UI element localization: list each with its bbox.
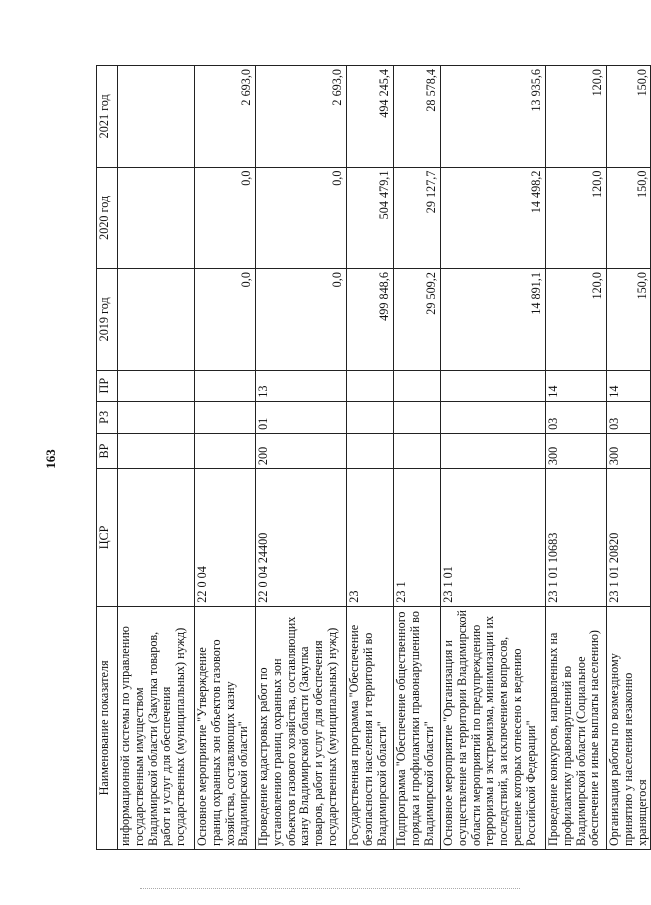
cell-vr xyxy=(118,433,195,468)
cell-csr: 23 xyxy=(347,469,394,607)
cell-2019: 29 509,2 xyxy=(394,269,441,371)
cell-2021 xyxy=(118,66,195,168)
cell-name: Основное мероприятие "Организация и осуществление на территории Владимирской области мероприятий по предупреждению терроризма и экстремизма, минимизации их последствий, за исключением вопросов, решение которых отнесено к ведению Российской Федерации" xyxy=(441,606,546,849)
cell-vr: 200 xyxy=(256,433,347,468)
cell-vr xyxy=(195,433,256,468)
header-name: Наименование показателя xyxy=(97,606,118,849)
cell-2021: 2 693,0 xyxy=(195,66,256,168)
cell-2020: 0,0 xyxy=(195,167,256,269)
cell-name: Проведение конкурсов, направленных на профилактику правонарушений во Владимирской области (Социальное обеспечение и иные выплаты населению) xyxy=(546,606,607,849)
cell-name: Организация работы по возмездному принятию у населения незаконно хранящегося xyxy=(607,606,651,849)
cell-name: Подпрограмма "Обеспечение общественного порядка и профилактики правонарушений во Владимирской области" xyxy=(394,606,441,849)
cell-2021: 28 578,4 xyxy=(394,66,441,168)
table-row xyxy=(256,66,347,850)
cell-name: Основное мероприятие "Утверждение границ охранных зон объектов газового хозяйства, составляющих казну Владимирской области" xyxy=(195,606,256,849)
cell-2020: 14 498,2 xyxy=(441,167,546,269)
cell-2020 xyxy=(118,167,195,269)
cell-rz xyxy=(195,401,256,433)
cell-pr xyxy=(195,370,256,401)
table-row xyxy=(394,66,441,850)
cell-name: Государственная программа "Обеспечение безопасности населения и территорий во Владимирской области" xyxy=(347,606,394,849)
cell-pr xyxy=(347,370,394,401)
cell-name: информационной системы по управлению государственным имуществом Владимирской области (Закупка товаров, работ и услуг для обеспечения государственных (муниципальных) нужд) xyxy=(118,606,195,849)
cell-pr xyxy=(441,370,546,401)
cell-vr xyxy=(394,433,441,468)
header-pr: ПР xyxy=(97,370,118,401)
cell-vr xyxy=(441,433,546,468)
page-number xyxy=(41,443,61,473)
header-rz: РЗ xyxy=(97,401,118,433)
cell-2020: 0,0 xyxy=(256,167,347,269)
cell-csr xyxy=(118,469,195,607)
header-csr: ЦСР xyxy=(97,469,118,607)
table-row xyxy=(118,66,195,850)
cell-rz xyxy=(118,401,195,433)
table-row xyxy=(607,66,651,850)
cell-pr: 14 xyxy=(607,370,651,401)
cell-vr xyxy=(347,433,394,468)
cell-pr xyxy=(118,370,195,401)
cell-2019: 0,0 xyxy=(195,269,256,371)
cell-csr: 22 0 04 24400 xyxy=(256,469,347,607)
table-row xyxy=(195,66,256,850)
rotated-table-container xyxy=(96,65,649,850)
cell-2021: 494 245,4 xyxy=(347,66,394,168)
cell-2020: 504 479,1 xyxy=(347,167,394,269)
cell-csr: 23 1 01 10683 xyxy=(546,469,607,607)
cell-2019: 14 891,1 xyxy=(441,269,546,371)
header-2021: 2021 год xyxy=(97,66,118,168)
header-vr: ВР xyxy=(97,433,118,468)
table-row xyxy=(546,66,607,850)
budget-table xyxy=(96,65,651,850)
page-number-text: 163 xyxy=(43,449,58,469)
cell-rz xyxy=(347,401,394,433)
cell-2021: 120,0 xyxy=(546,66,607,168)
cell-csr: 23 1 xyxy=(394,469,441,607)
table-row xyxy=(347,66,394,850)
cell-rz: 03 xyxy=(546,401,607,433)
cell-name: Проведение кадастровых работ по установлению границ охранных зон объектов газового хозяйства, составляющих казну Владимирской области (Закупка товаров, работ и услуг для обеспечения государственных (муниципальных) нужд) xyxy=(256,606,347,849)
cell-2020: 29 127,7 xyxy=(394,167,441,269)
cell-pr xyxy=(394,370,441,401)
cell-2019: 499 848,6 xyxy=(347,269,394,371)
table-header-row xyxy=(97,66,118,850)
cell-2021: 150,0 xyxy=(607,66,651,168)
cell-rz xyxy=(394,401,441,433)
cell-rz: 01 xyxy=(256,401,347,433)
cell-2019: 120,0 xyxy=(546,269,607,371)
cell-2019: 150,0 xyxy=(607,269,651,371)
cell-vr: 300 xyxy=(607,433,651,468)
header-2020: 2020 год xyxy=(97,167,118,269)
cell-rz: 03 xyxy=(607,401,651,433)
cell-2019: 0,0 xyxy=(256,269,347,371)
scan-artifact xyxy=(140,888,520,891)
cell-2020: 120,0 xyxy=(546,167,607,269)
cell-2019 xyxy=(118,269,195,371)
header-2019: 2019 год xyxy=(97,269,118,371)
cell-vr: 300 xyxy=(546,433,607,468)
cell-2020: 150,0 xyxy=(607,167,651,269)
cell-csr: 22 0 04 xyxy=(195,469,256,607)
cell-csr: 23 1 01 xyxy=(441,469,546,607)
cell-rz xyxy=(441,401,546,433)
cell-2021: 2 693,0 xyxy=(256,66,347,168)
cell-pr: 14 xyxy=(546,370,607,401)
cell-csr: 23 1 01 20820 xyxy=(607,469,651,607)
table-row xyxy=(441,66,546,850)
cell-pr: 13 xyxy=(256,370,347,401)
cell-2021: 13 935,6 xyxy=(441,66,546,168)
